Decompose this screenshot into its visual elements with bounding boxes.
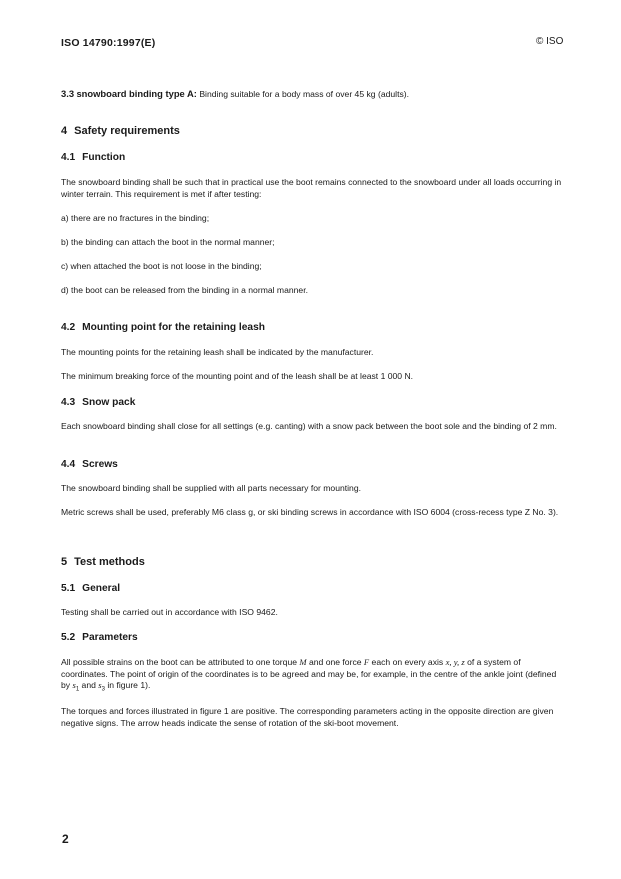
symbol-torque: M (299, 657, 307, 667)
text-run: and one force (306, 657, 364, 667)
clause-5-2-p2: The torques and forces illustrated in figure 1 are positive. The corresponding parameters acting in the opposite direction are given negative signs. The arrow heads indicate the sense of rotation of the ski-boot movement. (61, 706, 554, 728)
clause-number: 3.3 (61, 88, 75, 99)
symbol-s1: s (72, 680, 76, 690)
list-item-d: d) the boot can be released from the binding in a normal manner. (61, 285, 308, 295)
clause-title: General (82, 583, 121, 594)
clause-number: 5.1 (61, 583, 76, 594)
symbol-s3: s (98, 680, 102, 690)
clause-4-4-p2: Metric screws shall be used, preferably M6 class g, or ski binding screws in accordance with ISO 6004 (cross-recess type Z No. 3). (61, 507, 559, 517)
text-run: each on every axis (369, 657, 446, 667)
clause-title: Mounting point for the retaining leash (82, 322, 265, 333)
clause-title: Function (82, 152, 126, 163)
text-run: of a system of coordinates. The point of origin of the coordinates is to be agreed and may be, for example, in the centre of the ankle joint (defined by (61, 657, 557, 690)
clause-4-2-p2: The minimum breaking force of the mounting point and of the leash shall be at least 1 000 N. (61, 371, 414, 381)
clause-4-4-heading (61, 459, 118, 470)
clause-4-2-heading (61, 322, 265, 333)
section-4-heading (61, 125, 180, 137)
section-number: 4 (61, 125, 68, 137)
list-item-a: a) there are no fractures in the binding; (61, 213, 210, 223)
list-item-c: c) when attached the boot is not loose in the binding; (61, 261, 262, 271)
clause-title: Snow pack (82, 397, 136, 408)
page-number: 2 (62, 832, 69, 846)
clause-5-1-p1: Testing shall be carried out in accordance with ISO 9462. (61, 607, 278, 617)
clause-3-3 (61, 88, 567, 101)
symbol-axes: x, y, z (445, 657, 465, 667)
clause-number: 4.1 (61, 152, 76, 163)
clause-number: 4.3 (61, 397, 76, 408)
clause-4-2-p1: The mounting points for the retaining leash shall be indicated by the manufacturer. (61, 347, 374, 357)
clause-number: 4.2 (61, 322, 76, 333)
clause-5-1-heading (61, 583, 120, 594)
text-run: All possible strains on the boot can be attributed to one torque (61, 657, 300, 667)
document-id: ISO 14790:1997(E) (61, 37, 156, 49)
clause-5-2-p1 (61, 657, 567, 696)
clause-number: 5.2 (61, 632, 76, 643)
list-item-b: b) the binding can attach the boot in the normal manner; (61, 237, 275, 247)
text-run: and (79, 680, 99, 690)
clause-4-3-p1: Each snowboard binding shall close for all settings (e.g. canting) with a snow pack between the boot sole and the binding of 2 mm. (61, 421, 557, 431)
section-title: Test methods (74, 556, 145, 568)
clause-4-3-heading (61, 397, 135, 408)
copyright-mark: © ISO (536, 36, 564, 47)
clause-number: 4.4 (61, 459, 76, 470)
definition-text: Binding suitable for a body mass of over 45 kg (adults). (199, 89, 410, 99)
defined-term: snowboard binding type A (76, 88, 194, 99)
text-run: in figure 1). (105, 680, 151, 690)
section-title: Safety requirements (74, 125, 180, 137)
section-number: 5 (61, 556, 68, 568)
clause-4-4-p1: The snowboard binding shall be supplied with all parts necessary for mounting. (61, 483, 361, 493)
section-5-heading (61, 556, 145, 568)
term-colon: : (193, 88, 197, 99)
clause-5-2-heading (61, 632, 138, 643)
subscript-3: 3 (101, 686, 105, 693)
clause-4-1-heading (61, 152, 125, 163)
clause-title: Parameters (82, 632, 138, 643)
clause-title: Screws (82, 459, 118, 470)
subscript-1: 1 (75, 686, 80, 693)
symbol-force: F (363, 657, 370, 667)
clause-4-1-intro: The snowboard binding shall be such that in practical use the boot remains connected to the snowboard under all loads occurring in winter terrain. This requirement is met if after testing: (61, 177, 562, 199)
